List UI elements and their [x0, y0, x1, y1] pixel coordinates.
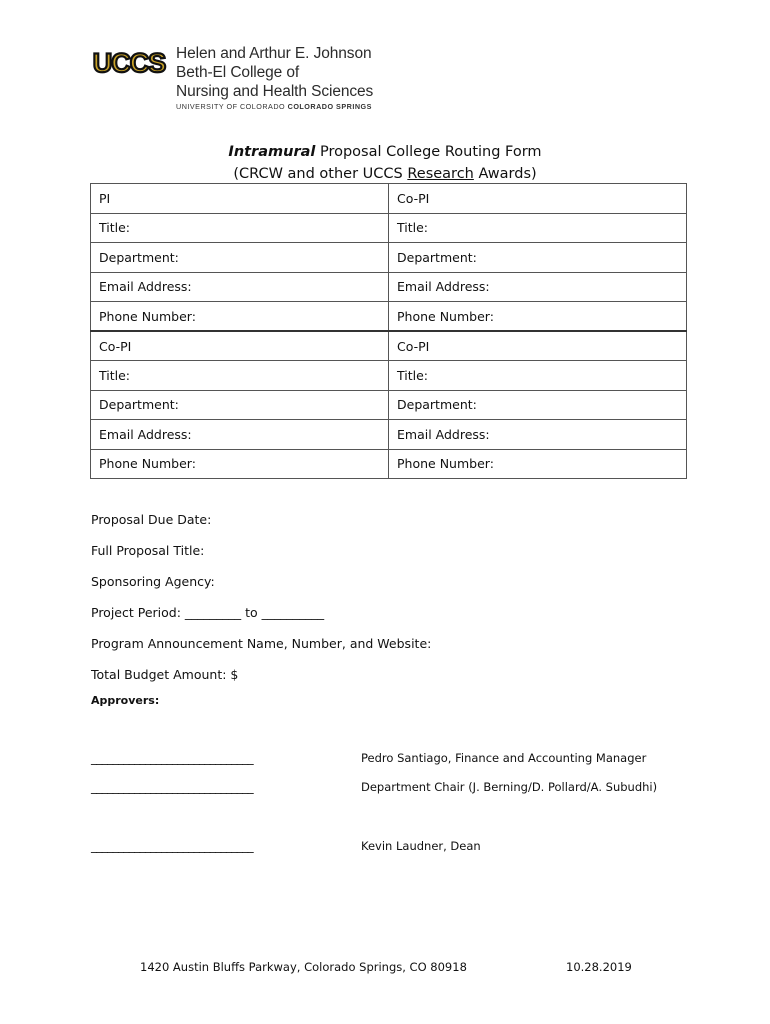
- sponsoring-agency-field[interactable]: Sponsoring Agency:: [91, 574, 215, 589]
- table-cell[interactable]: Department:: [389, 243, 687, 273]
- form-title: [0, 141, 770, 185]
- table-row: [91, 302, 687, 332]
- table-cell[interactable]: Email Address:: [91, 420, 389, 450]
- table-cell[interactable]: Co-PI: [389, 184, 687, 214]
- table-cell[interactable]: Phone Number:: [91, 302, 389, 332]
- footer-address: 1420 Austin Bluffs Parkway, Colorado Springs, CO 80918: [140, 960, 467, 974]
- university-campus: COLORADO SPRINGS: [287, 102, 372, 111]
- table-cell[interactable]: Phone Number:: [91, 449, 389, 479]
- form-title-rest: Proposal College Routing Form: [315, 144, 542, 160]
- table-cell[interactable]: Department:: [389, 390, 687, 420]
- table-row: [91, 331, 687, 361]
- table-cell[interactable]: PI: [91, 184, 389, 214]
- table-cell[interactable]: Phone Number:: [389, 302, 687, 332]
- approver-name: Pedro Santiago, Finance and Accounting Manager: [361, 751, 647, 765]
- table-cell[interactable]: Email Address:: [389, 420, 687, 450]
- table-row: [91, 361, 687, 391]
- college-logo: [90, 44, 390, 114]
- footer-date: 10.28.2019: [566, 960, 632, 974]
- table-row: [91, 184, 687, 214]
- table-cell[interactable]: Title:: [389, 361, 687, 391]
- table-cell[interactable]: Department:: [91, 390, 389, 420]
- table-cell[interactable]: Department:: [91, 243, 389, 273]
- college-name-line-2: Beth-El College of: [176, 64, 300, 81]
- table-cell[interactable]: Title:: [389, 213, 687, 243]
- form-title-line-2: [0, 163, 770, 185]
- proposal-due-date-field[interactable]: Proposal Due Date:: [91, 512, 212, 527]
- college-name-line-3: Nursing and Health Sciences: [176, 83, 374, 100]
- table-cell[interactable]: Co-PI: [389, 331, 687, 361]
- table-cell[interactable]: Email Address:: [91, 272, 389, 302]
- table-row: [91, 213, 687, 243]
- table-row: [91, 449, 687, 479]
- table-cell[interactable]: Title:: [91, 361, 389, 391]
- proposal-details: [91, 510, 431, 696]
- form-subtitle-underlined: Research: [407, 166, 474, 182]
- table-row: [91, 390, 687, 420]
- table-row: [91, 420, 687, 450]
- proposal-title-field[interactable]: Full Proposal Title:: [91, 543, 205, 558]
- signature-line[interactable]: ______________________________: [91, 780, 254, 794]
- approver-row-dean: [91, 839, 711, 859]
- table-cell[interactable]: Email Address:: [389, 272, 687, 302]
- table-row: [91, 243, 687, 273]
- total-budget-field[interactable]: Total Budget Amount: $: [91, 667, 239, 682]
- form-title-italic: Intramural: [228, 144, 316, 160]
- college-name: [176, 44, 373, 101]
- logo-mark-text: UCCS: [92, 48, 166, 76]
- table-cell[interactable]: Phone Number:: [389, 449, 687, 479]
- form-title-line-1: [0, 141, 770, 163]
- investigator-table: [90, 183, 687, 479]
- form-subtitle-suffix: Awards): [473, 166, 537, 182]
- university-prefix: UNIVERSITY OF COLORADO: [176, 102, 286, 111]
- approver-name: Department Chair (J. Berning/D. Pollard/A. Subudhi): [361, 780, 658, 794]
- program-announcement-field[interactable]: Program Announcement Name, Number, and Website:: [91, 636, 432, 651]
- signature-line[interactable]: ______________________________: [91, 751, 254, 765]
- uccs-logo-mark: [90, 48, 168, 76]
- table-cell[interactable]: Co-PI: [91, 331, 389, 361]
- signature-line[interactable]: ______________________________: [91, 839, 254, 853]
- table-cell[interactable]: Title:: [91, 213, 389, 243]
- approvers-heading: Approvers:: [91, 694, 160, 707]
- approver-row-chair: [91, 780, 711, 800]
- table-row: [91, 272, 687, 302]
- university-name: [176, 102, 372, 111]
- form-subtitle-prefix: (CRCW and other UCCS: [233, 166, 408, 182]
- approver-row-finance: [91, 751, 711, 771]
- college-name-line-1: Helen and Arthur E. Johnson: [176, 45, 372, 62]
- approver-name: Kevin Laudner, Dean: [361, 839, 481, 853]
- project-period-field[interactable]: Project Period: _________ to __________: [91, 605, 325, 620]
